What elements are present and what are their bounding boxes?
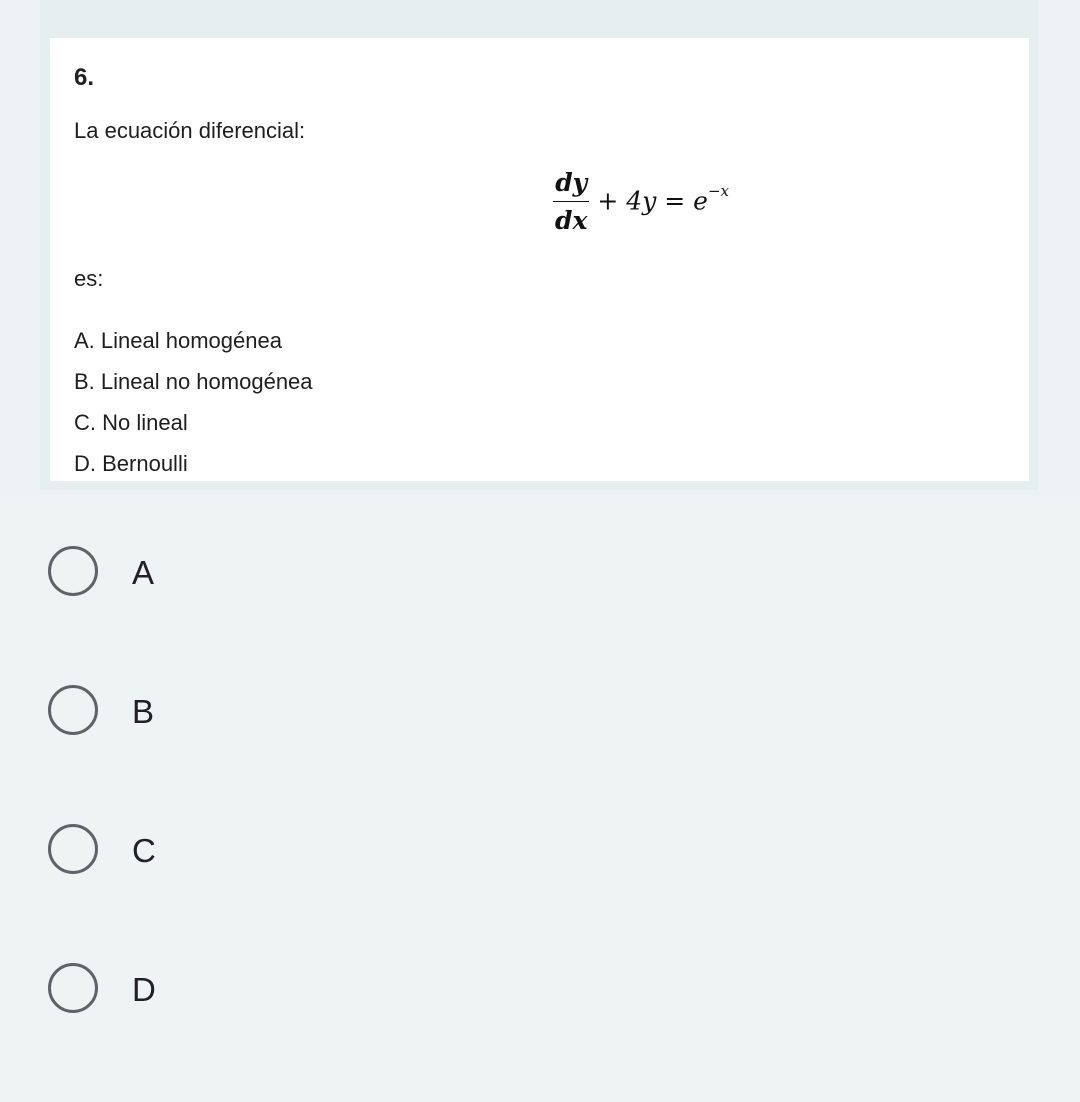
question-option: D. Bernoulli [74, 451, 188, 476]
answer-choice-d[interactable] [48, 963, 156, 1102]
equation-exponent: −x [707, 182, 729, 201]
question-options-list [74, 327, 313, 491]
equation-terms: + 4y = e [597, 186, 708, 216]
differential-equation [553, 166, 729, 236]
radio-button-c[interactable] [48, 824, 98, 874]
answer-choice-a[interactable] [48, 546, 156, 685]
question-es: es: [74, 266, 104, 291]
fraction-denominator: dx [555, 205, 588, 235]
answer-choice-b[interactable] [48, 685, 156, 824]
question-card [50, 38, 1029, 481]
question-option: A. Lineal homogénea [74, 328, 282, 353]
answer-choice-c[interactable] [48, 824, 156, 963]
question-intro: La ecuación diferencial: [74, 118, 306, 143]
radio-button-d[interactable] [48, 963, 98, 1013]
radio-button-a[interactable] [48, 546, 98, 596]
question-option: B. Lineal no homogénea [74, 369, 313, 394]
choice-label-a[interactable]: A [132, 554, 155, 591]
answer-choices [48, 546, 156, 1102]
question-option: C. No lineal [74, 410, 188, 435]
fraction-numerator: dy [553, 168, 589, 202]
derivative-fraction [553, 168, 589, 235]
choice-label-c[interactable]: C [132, 832, 156, 869]
choice-label-d[interactable]: D [132, 971, 156, 1008]
choice-label-b[interactable]: B [132, 693, 155, 730]
equation-right-side [597, 182, 729, 216]
radio-button-b[interactable] [48, 685, 98, 735]
question-number: 6. [74, 64, 95, 91]
